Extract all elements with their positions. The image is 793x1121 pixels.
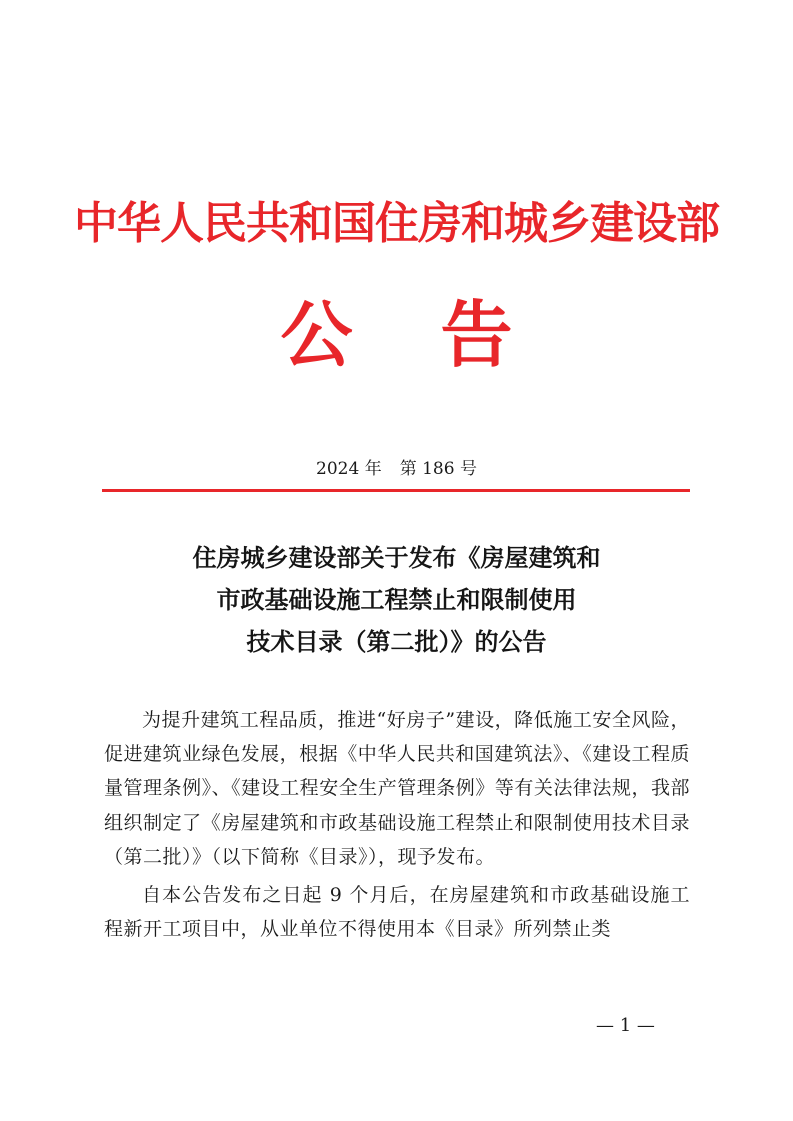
body-paragraph: 为提升建筑工程品质，推进“好房子”建设，降低施工安全风险，促进建筑业绿色发展，根据《中华人民共和国建筑法》、《建设工程质量管理条例》、《建设工程安全生产管理条例》等有关法律法规，我部组织制定了《房屋建筑和市政基础设施工程禁止和限制使用技术目录（第二批）》（以下简称《目录》），现予发布。 — [104, 709, 690, 868]
title-line: 市政基础设施工程禁止和限制使用 — [216, 586, 577, 614]
announcement-title — [0, 537, 793, 663]
body-text — [104, 703, 690, 950]
title-line: 住房城乡建设部关于发布《房屋建筑和 — [192, 544, 601, 572]
body-paragraph: 自本公告发布之日起 9 个月后，在房屋建筑和市政基础设施工程新开工项目中，从业单位不得使用本《目录》所列禁止类 — [104, 884, 690, 941]
title-line: 技术目录（第二批）》的公告 — [246, 628, 547, 656]
document-year: 2024 年 — [316, 459, 382, 479]
document-serial: 第 186 号 — [399, 459, 477, 479]
document-type-heading: 公告 — [280, 293, 601, 377]
red-divider-line — [102, 489, 690, 492]
document-number — [0, 458, 793, 480]
page-number: — 1 — — [596, 1015, 655, 1036]
issuer-title: 中华人民共和国住房和城乡建设部 — [74, 198, 719, 249]
